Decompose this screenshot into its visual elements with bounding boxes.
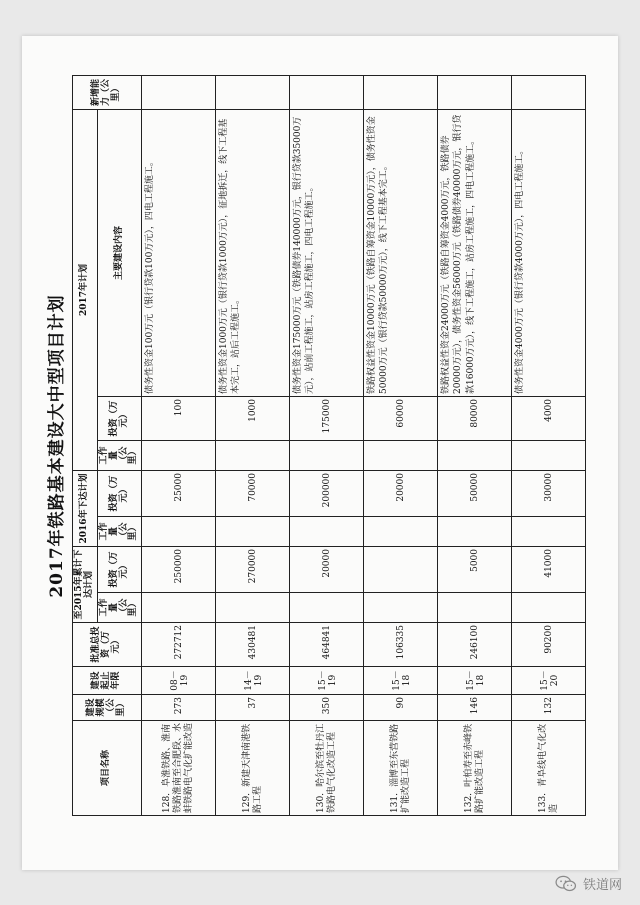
row-cum-workload: [142, 593, 216, 623]
table-row: [290, 75, 364, 815]
row-capacity: [512, 75, 586, 109]
row-years: 15－18: [438, 667, 512, 695]
row-scale: 37: [216, 695, 290, 721]
watermark: [555, 874, 622, 893]
col-2016-workload: 工作量（公里）: [97, 517, 142, 547]
row-name: 132．叶柏寿至赤峰铁路扩能改造工程: [438, 721, 512, 816]
row-2016-workload: [512, 517, 586, 547]
row-name: 129．新建天津南港铁路工程: [216, 721, 290, 816]
row-years: 15－18: [364, 667, 438, 695]
row-content: 铁路权益性资金10000万元（铁路自筹资金10000万元），债务性资金50000万元（银行贷款50000万元），线下工程基本完工。: [364, 109, 438, 396]
row-years: 14－19: [216, 667, 290, 695]
row-2017-workload: [290, 441, 364, 471]
row-years: 15－19: [290, 667, 364, 695]
row-cum-workload: [216, 593, 290, 623]
row-name: 128．阜淮铁路、淮南铁路淮南至合肥段、水蚌铁路电气化扩能改造: [142, 721, 216, 816]
row-total: 90200: [512, 623, 586, 667]
row-content: 债务性资金1000万元（银行贷款1000万元），征地拆迁，线下工程基本完工，站后工程施工。: [216, 109, 290, 396]
row-2017-invest: 175000: [290, 397, 364, 441]
row-content: 债务性资金175000万元（铁路债券140000万元，银行贷款35000万元），站前工程施工，站房工程施工，四电工程施工。: [290, 109, 364, 396]
document-page: [22, 36, 618, 870]
col-2017-content: 主要建设内容: [97, 109, 142, 396]
row-capacity: [290, 75, 364, 109]
row-2017-workload: [216, 441, 290, 471]
row-2017-invest: 100: [142, 397, 216, 441]
table-row: [216, 75, 290, 815]
row-cum-invest: 20000: [290, 547, 364, 593]
row-2017-workload: [364, 441, 438, 471]
row-years: 08－19: [142, 667, 216, 695]
row-scale: 273: [142, 695, 216, 721]
row-2017-workload: [512, 441, 586, 471]
rotated-page-content: [42, 76, 582, 816]
page-title: 2017年铁路基本建设大中型项目计划: [47, 294, 67, 598]
table-row: [438, 75, 512, 815]
row-capacity: [142, 75, 216, 109]
col-cum-workload: 工作量（公里）: [97, 593, 142, 623]
row-2016-invest: 200000: [290, 471, 364, 517]
table-row: [142, 75, 216, 815]
row-2016-invest: 20000: [364, 471, 438, 517]
row-2016-workload: [438, 517, 512, 547]
row-cum-invest: 270000: [216, 547, 290, 593]
col-group-2016: 2016年下达计划: [73, 471, 98, 547]
row-2017-invest: 80000: [438, 397, 512, 441]
row-2016-invest: 70000: [216, 471, 290, 517]
row-years: 15－20: [512, 667, 586, 695]
watermark-text: 铁道网: [582, 878, 622, 893]
row-name: 133．青阜线电气化改造: [512, 721, 586, 816]
row-content: 债务性资金4000万元（银行贷款4000万元），四电工程施工。: [512, 109, 586, 396]
row-cum-workload: [438, 593, 512, 623]
col-2017-workload: 工作量（公里）: [97, 441, 142, 471]
row-2016-invest: 30000: [512, 471, 586, 517]
row-cum-invest: 41000: [512, 547, 586, 593]
row-cum-invest: 5000: [438, 547, 512, 593]
row-2016-workload: [364, 517, 438, 547]
wechat-icon: [555, 875, 577, 893]
row-scale: 132: [512, 695, 586, 721]
row-content: 债务性资金100万元（银行贷款100万元），四电工程施工。: [142, 109, 216, 396]
row-2016-workload: [216, 517, 290, 547]
table-row: [512, 75, 586, 815]
row-2017-workload: [142, 441, 216, 471]
row-cum-invest: [364, 547, 438, 593]
table-row: [364, 75, 438, 815]
row-total: 272712: [142, 623, 216, 667]
project-table: [72, 75, 586, 816]
row-2017-workload: [438, 441, 512, 471]
row-scale: 146: [438, 695, 512, 721]
row-total: 106335: [364, 623, 438, 667]
row-2016-workload: [290, 517, 364, 547]
col-2017-invest: 投资（万元）: [97, 397, 142, 441]
col-group-cumulative: 至2015年累计下达计划: [73, 547, 98, 623]
row-scale: 350: [290, 695, 364, 721]
row-2017-invest: 4000: [512, 397, 586, 441]
col-capacity: 新增能力（公里）: [73, 75, 142, 109]
row-cum-invest: 250000: [142, 547, 216, 593]
col-total: 批准总投资（万元）: [73, 623, 142, 667]
row-cum-workload: [512, 593, 586, 623]
row-cum-workload: [364, 593, 438, 623]
col-years: 建设起止年限: [73, 667, 142, 695]
row-capacity: [438, 75, 512, 109]
col-group-2017: 2017年计划: [73, 109, 98, 470]
row-capacity: [364, 75, 438, 109]
row-scale: 90: [364, 695, 438, 721]
row-content: 铁路权益性资金24000万元（铁路自筹资金4000万元，铁路债券20000万元），债务性资金56000万元（铁路债券40000万元，银行贷款16000万元），线下工程施工，站房工程施工，四电工程施工。: [438, 109, 512, 396]
row-total: 464841: [290, 623, 364, 667]
row-2017-invest: 1000: [216, 397, 290, 441]
row-2017-invest: 60000: [364, 397, 438, 441]
row-cum-workload: [290, 593, 364, 623]
col-2016-invest: 投资（万元）: [97, 471, 142, 517]
row-name: 130．哈尔滨至牡丹江铁路电气化改造工程: [290, 721, 364, 816]
row-2016-workload: [142, 517, 216, 547]
col-scale: 建设规模（公里）: [73, 695, 142, 721]
row-2016-invest: 50000: [438, 471, 512, 517]
row-2016-invest: 25000: [142, 471, 216, 517]
row-total: 430481: [216, 623, 290, 667]
row-name: 131．淄博至东营铁路扩能改造工程: [364, 721, 438, 816]
col-name: 项目名称: [73, 721, 142, 816]
header-row-1: [73, 75, 98, 815]
row-total: 246100: [438, 623, 512, 667]
col-cum-invest: 投资（万元）: [97, 547, 142, 593]
row-capacity: [216, 75, 290, 109]
